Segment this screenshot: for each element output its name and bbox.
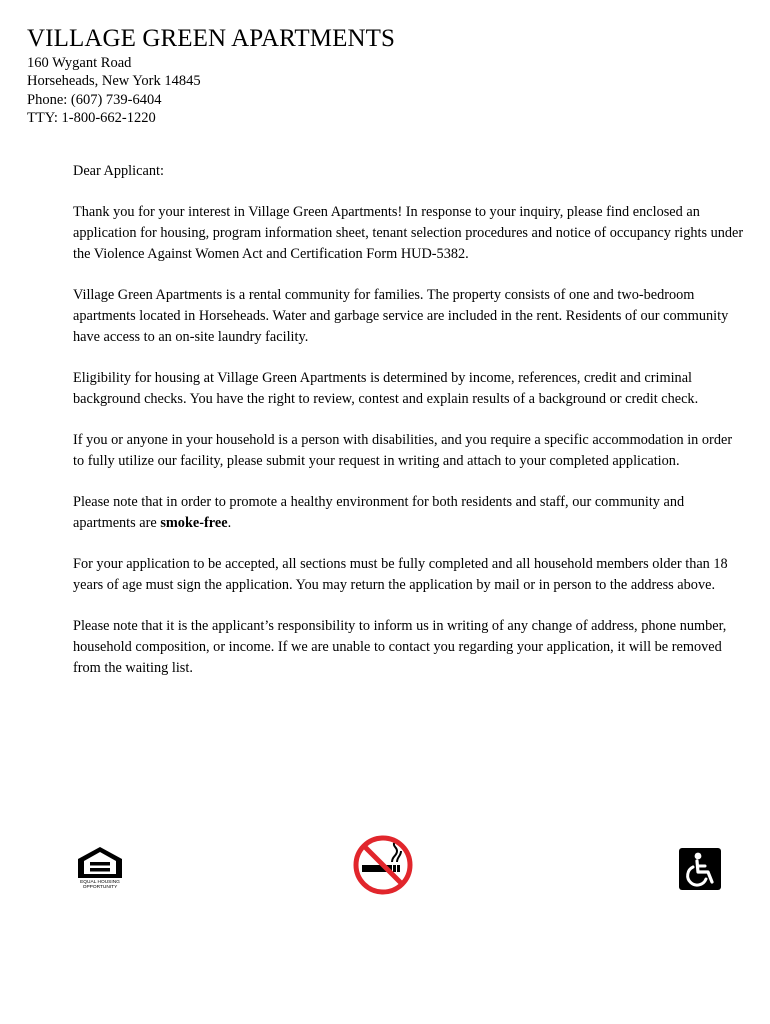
paragraph-eligibility: Eligibility for housing at Village Green Apartments is determined by income, references, credit and criminal background checks. You have the right to review, contest and explain results of a background or credit check. <box>73 370 699 407</box>
salutation: Dear Applicant: <box>73 163 164 179</box>
no-smoking-icon <box>352 834 414 896</box>
eho-text-line1: EQUAL HOUSING <box>80 880 120 885</box>
page-title: VILLAGE GREEN APARTMENTS <box>27 25 396 52</box>
address-block <box>27 54 201 128</box>
paragraph-requirements: For your application to be accepted, all sections must be fully completed and all household members older than 18 years of age must sign the application. You may return the application by mail or in person to the address above. <box>73 556 728 594</box>
equal-housing-opportunity-icon <box>74 845 126 889</box>
paragraph-smoke-free <box>73 492 745 534</box>
street-address: 160 Wygant Road <box>27 55 132 71</box>
smoke-free-period: . <box>227 515 232 532</box>
paragraph-responsibility: Please note that it is the applicant’s responsibility to inform us in writing of any change of address, phone number, household composition, or income. If we are unable to contact you regarding your application, it will be removed from the waiting list. <box>73 618 727 677</box>
eho-text-line2: OPPORTUNITY <box>82 885 118 889</box>
wheelchair-accessible-icon <box>679 848 721 890</box>
paragraph-accommodation: If you or anyone in your household is a person with disabilities, and you require a specific accommodation in order to fully utilize our facility, please submit your request in writing and attach to your completed application. <box>73 432 733 469</box>
phone-number: Phone: (607) 739-6404 <box>27 91 162 108</box>
letter-body <box>73 161 745 699</box>
paragraph-intro: Thank you for your interest in Village Green Apartments! In response to your inquiry, please find enclosed an application for housing, program information sheet, tenant selection procedures and notice of occupancy rights under the Violence Against Women Act and Certification Form HUD-5382. <box>73 204 744 262</box>
tty-number: TTY: 1-800-662-1220 <box>27 110 156 127</box>
smoke-free-text: Please note that in order to promote a healthy environment for both residents and staff, our community and apartments are <box>73 494 685 532</box>
city-state-zip: Horseheads, New York 14845 <box>27 73 201 90</box>
paragraph-community: Village Green Apartments is a rental community for families. The property consists of one and two-bedroom apartments located in Horseheads. Water and garbage service are included in the rent. Residents of our community have access to an on-site laundry facility. <box>73 287 729 345</box>
smoke-free-emphasis: smoke-free <box>160 515 228 532</box>
